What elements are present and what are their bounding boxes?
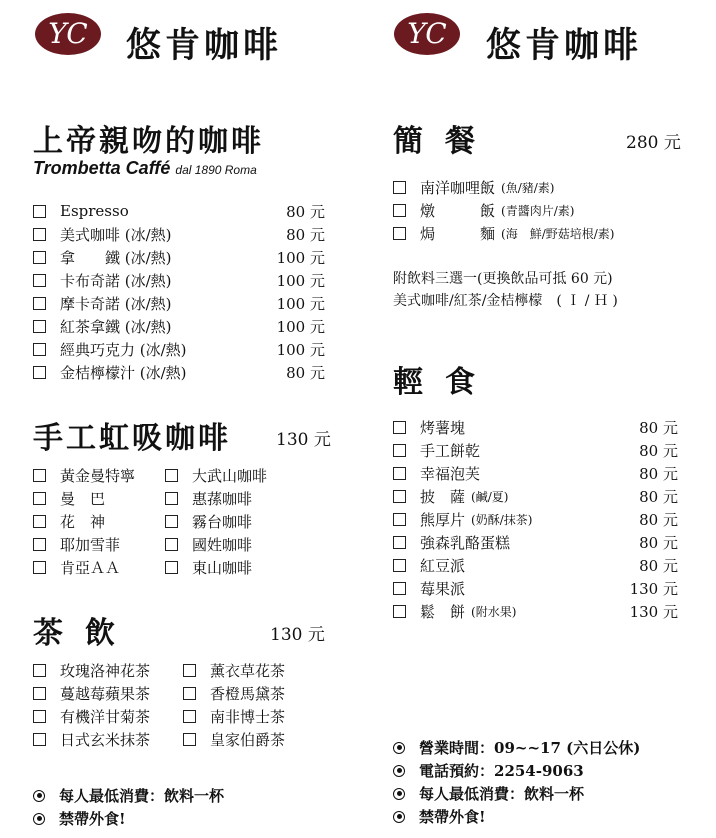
item-checkbox[interactable]: [393, 582, 406, 595]
item-name: 幸福泡芙: [420, 464, 481, 483]
menu-item: [165, 487, 252, 509]
item-price: 100 元: [276, 271, 325, 290]
item-name: 曼 巴: [60, 489, 106, 508]
item-checkbox[interactable]: [393, 181, 406, 194]
item-checkbox[interactable]: [393, 605, 406, 618]
note-line: [33, 785, 224, 806]
menu-item: [393, 462, 678, 484]
item-checkbox[interactable]: [393, 490, 406, 503]
menu-item: [165, 556, 252, 578]
item-price: 100 元: [276, 294, 325, 313]
siphon-price: 130 元: [276, 430, 331, 450]
item-checkbox[interactable]: [393, 467, 406, 480]
item-price: 130 元: [629, 602, 678, 621]
menu-item: [165, 510, 252, 532]
item-checkbox[interactable]: [165, 538, 178, 551]
item-price: 80 元: [286, 202, 325, 221]
item-checkbox[interactable]: [33, 561, 46, 574]
item-name: 卡布奇諾 (冰/熱): [60, 271, 172, 290]
menu-item: [183, 682, 285, 704]
bullet-icon: [393, 742, 405, 754]
item-name: 拿 鐵 (冰/熱): [60, 248, 172, 267]
menu-item: [393, 554, 678, 576]
menu-item: [33, 487, 105, 509]
item-name: 烤薯塊: [420, 418, 466, 437]
item-name: 薰衣草花茶: [210, 661, 286, 680]
item-checkbox[interactable]: [33, 515, 46, 528]
item-note: (附水果): [471, 604, 517, 619]
note-line: [393, 783, 584, 804]
item-checkbox[interactable]: [165, 561, 178, 574]
menu-item: [393, 199, 574, 221]
note-line: [33, 808, 126, 829]
menu-item: [33, 464, 135, 486]
brand-logo-left: [33, 10, 103, 58]
note-text: 電話預約：2254-9063: [419, 762, 584, 780]
menu-item: [183, 659, 285, 681]
snack-section-title: 輕食: [393, 365, 497, 400]
item-checkbox[interactable]: [183, 664, 196, 677]
note-text: 禁帶外食!: [59, 810, 126, 828]
item-checkbox[interactable]: [33, 343, 46, 356]
svg-text:YC: YC: [48, 17, 88, 50]
item-checkbox[interactable]: [165, 492, 178, 505]
item-name: 披 薩: [420, 487, 466, 506]
menu-item: [165, 533, 252, 555]
item-checkbox[interactable]: [33, 710, 46, 723]
item-checkbox[interactable]: [393, 536, 406, 549]
item-price: 80 元: [639, 441, 678, 460]
item-name: 耶加雪菲: [60, 535, 121, 554]
menu-item: [33, 269, 325, 291]
menu-item: [33, 223, 325, 245]
menu-item: [33, 510, 105, 532]
siphon-section-title: 手工虹吸咖啡: [33, 421, 231, 456]
item-note: (魚/豬/素): [501, 180, 555, 195]
item-name: 焗 麵: [420, 224, 496, 243]
item-name: 黃金曼特寧: [60, 466, 136, 485]
bullet-icon: [393, 765, 405, 777]
item-price: 100 元: [276, 317, 325, 336]
menu-item: [183, 705, 285, 727]
menu-item: [33, 292, 325, 314]
item-name: 日式玄米抹茶: [60, 730, 151, 749]
menu-item: [393, 508, 678, 530]
item-name: 熊厚片: [420, 510, 466, 529]
menu-item: [33, 728, 150, 750]
item-checkbox[interactable]: [33, 469, 46, 482]
menu-item: [33, 315, 325, 337]
item-price: 130 元: [629, 579, 678, 598]
item-name: 美式咖啡 (冰/熱): [60, 225, 172, 244]
item-price: 100 元: [276, 248, 325, 267]
coffee-section-title: 上帝親吻的咖啡: [33, 124, 264, 159]
item-name: 香橙馬黛茶: [210, 684, 286, 703]
item-checkbox[interactable]: [33, 320, 46, 333]
item-price: 100 元: [276, 340, 325, 359]
menu-item: [183, 728, 285, 750]
item-checkbox[interactable]: [33, 733, 46, 746]
item-name: 手工餅乾: [420, 441, 481, 460]
item-name: 鬆 餅: [420, 602, 466, 621]
menu-item: [33, 659, 150, 681]
note-line: [393, 806, 486, 827]
item-name: 肯亞ＡＡ: [60, 558, 121, 577]
svg-text:YC: YC: [407, 17, 447, 50]
item-name: 大武山咖啡: [192, 466, 268, 485]
item-name: 紅豆派: [420, 556, 466, 575]
note-text: 每人最低消費：飲料一杯: [419, 785, 585, 803]
menu-item: [33, 200, 325, 222]
item-name: 皇家伯爵茶: [210, 730, 286, 749]
item-price: 80 元: [639, 418, 678, 437]
item-name: 玫瑰洛神花茶: [60, 661, 151, 680]
item-checkbox[interactable]: [33, 492, 46, 505]
item-name: 經典巧克力 (冰/熱): [60, 340, 187, 359]
note-text: 營業時間：09~~17 (六日公休): [419, 739, 641, 757]
meal-price: 280 元: [626, 133, 681, 153]
item-name: 摩卡奇諾 (冰/熱): [60, 294, 172, 313]
coffee-subtitle: Trombetta Caffé dal 1890 Roma: [33, 158, 257, 178]
menu-item: [393, 439, 678, 461]
menu-item: [33, 682, 150, 704]
item-name: 強森乳酪蛋糕: [420, 533, 511, 552]
bullet-icon: [393, 788, 405, 800]
menu-item: [393, 416, 678, 438]
item-price: 80 元: [639, 556, 678, 575]
item-checkbox[interactable]: [33, 538, 46, 551]
item-checkbox[interactable]: [33, 366, 46, 379]
item-checkbox[interactable]: [393, 559, 406, 572]
item-name: 花 神: [60, 512, 106, 531]
item-checkbox[interactable]: [183, 687, 196, 700]
item-checkbox[interactable]: [33, 205, 46, 218]
menu-item: [393, 485, 678, 507]
item-checkbox[interactable]: [165, 469, 178, 482]
item-name: Espresso: [60, 202, 129, 220]
menu-item: [33, 246, 325, 268]
item-checkbox[interactable]: [183, 733, 196, 746]
menu-item: [33, 556, 120, 578]
note-line: [393, 760, 584, 781]
item-checkbox[interactable]: [33, 687, 46, 700]
item-name: 惠蓀咖啡: [192, 489, 253, 508]
item-name: 國姓咖啡: [192, 535, 253, 554]
item-checkbox[interactable]: [393, 227, 406, 240]
item-price: 80 元: [639, 464, 678, 483]
brand-name-left: 悠肯咖啡: [126, 25, 283, 66]
note-line: [393, 737, 640, 758]
item-checkbox[interactable]: [33, 228, 46, 241]
item-price: 80 元: [286, 225, 325, 244]
item-checkbox[interactable]: [393, 444, 406, 457]
brand-name-right: 悠肯咖啡: [486, 25, 643, 66]
menu-item: [33, 361, 325, 383]
item-name: 莓果派: [420, 579, 466, 598]
item-price: 80 元: [639, 510, 678, 529]
item-note: (海 鮮/野菇培根/素): [501, 226, 615, 241]
item-note: (奶酥/抹茶): [471, 512, 533, 527]
item-checkbox[interactable]: [33, 251, 46, 264]
menu-item: [393, 222, 614, 244]
brand-logo-right: [392, 10, 462, 58]
item-checkbox[interactable]: [33, 297, 46, 310]
menu-item: [33, 705, 150, 727]
meal-section-title: 簡餐: [393, 124, 497, 159]
menu-item: [393, 531, 678, 553]
item-price: 80 元: [639, 533, 678, 552]
item-note: (青醬肉片/素): [501, 203, 575, 218]
item-price: 80 元: [286, 363, 325, 382]
item-name: 南非博士茶: [210, 707, 286, 726]
meal-drink-options: 美式咖啡/紅茶/金桔檸檬 ( Ｉ / Ｈ ): [393, 293, 618, 309]
item-name: 紅茶拿鐵 (冰/熱): [60, 317, 172, 336]
item-name: 南洋咖哩飯: [420, 178, 496, 197]
item-price: 80 元: [639, 487, 678, 506]
bullet-icon: [33, 790, 45, 802]
item-name: 燉 飯: [420, 201, 496, 220]
menu-item: [393, 600, 678, 622]
item-checkbox[interactable]: [33, 664, 46, 677]
menu-item: [393, 577, 678, 599]
note-text: 禁帶外食!: [419, 808, 486, 826]
note-text: 每人最低消費：飲料一杯: [59, 787, 225, 805]
meal-drink-note: 附飲料三選一(更換飲品可抵 60 元): [393, 271, 613, 287]
bullet-icon: [33, 813, 45, 825]
item-checkbox[interactable]: [393, 421, 406, 434]
item-checkbox[interactable]: [393, 204, 406, 217]
item-checkbox[interactable]: [393, 513, 406, 526]
menu-item: [33, 338, 325, 360]
item-checkbox[interactable]: [165, 515, 178, 528]
menu-item: [165, 464, 267, 486]
item-name: 有機洋甘菊茶: [60, 707, 151, 726]
menu-item: [393, 176, 554, 198]
item-checkbox[interactable]: [33, 274, 46, 287]
item-name: 蔓越莓蘋果茶: [60, 684, 151, 703]
menu-item: [33, 533, 120, 555]
tea-price: 130 元: [270, 625, 325, 645]
item-name: 霧台咖啡: [192, 512, 253, 531]
item-checkbox[interactable]: [183, 710, 196, 723]
tea-section-title: 茶飲: [33, 616, 137, 651]
item-name: 金桔檸檬汁 (冰/熱): [60, 363, 187, 382]
item-name: 東山咖啡: [192, 558, 253, 577]
item-note: (鹹/夏): [471, 489, 509, 504]
bullet-icon: [393, 811, 405, 823]
